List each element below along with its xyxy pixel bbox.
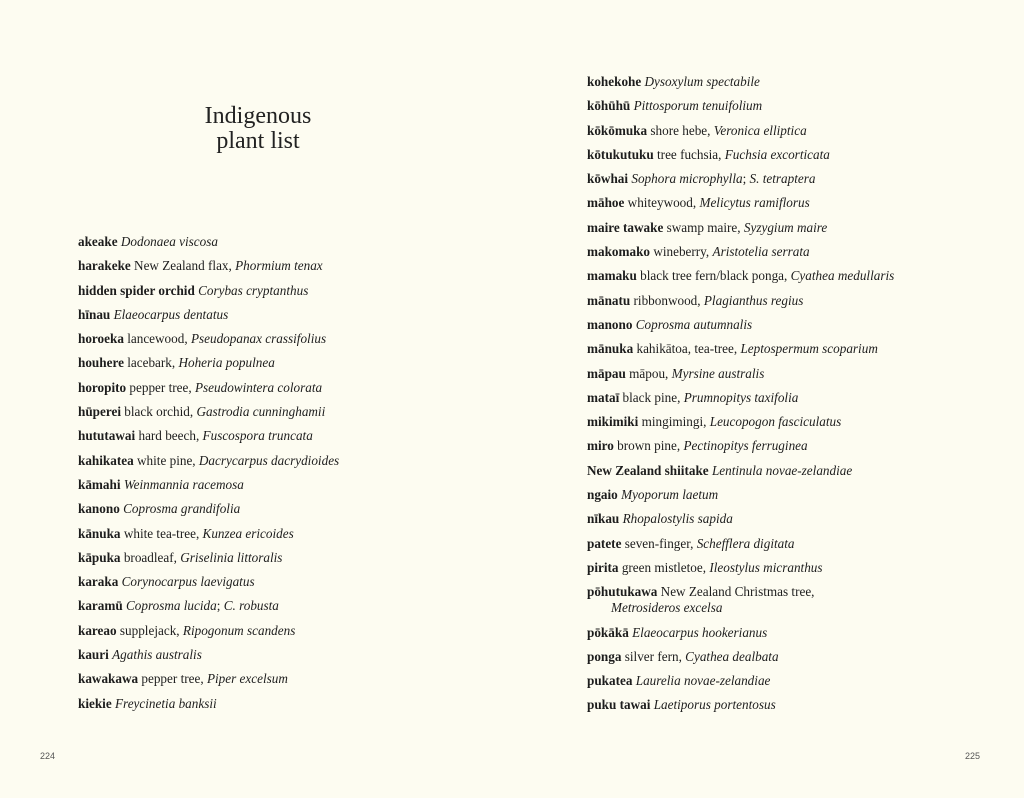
- common-name: ribbonwood,: [633, 292, 701, 308]
- scientific-name: Cyathea dealbata: [685, 648, 779, 664]
- scientific-name: Laetiporus portentosus: [653, 697, 776, 713]
- maori-name: karamū: [78, 598, 123, 614]
- scientific-name: Corynocarpus laevigatus: [121, 574, 255, 590]
- plant-entry: [587, 584, 894, 616]
- plant-entry: [78, 331, 339, 347]
- maori-name: mikimiki: [587, 414, 639, 430]
- scientific-name: Weinmannia racemosa: [123, 476, 244, 492]
- scientific-name: Leptospermum scoparium: [740, 341, 878, 357]
- plant-entry: [78, 404, 339, 420]
- maori-name: kōkōmuka: [587, 122, 648, 138]
- scientific-name-alt: S. tetraptera: [749, 171, 816, 187]
- maori-name: houhere: [78, 355, 124, 371]
- scientific-name: Dodonaea viscosa: [120, 234, 218, 249]
- scientific-name: Syzygium maire: [743, 219, 828, 235]
- maori-name: kānuka: [78, 525, 121, 541]
- common-name: māpou,: [629, 365, 669, 381]
- maori-name: kāmahi: [78, 476, 121, 492]
- common-name: supplejack,: [119, 622, 180, 638]
- separator: ;: [742, 171, 747, 187]
- plant-entry: [78, 453, 339, 469]
- common-name: brown pine,: [617, 438, 681, 454]
- scientific-name: Phormium tenax: [235, 258, 323, 274]
- maori-name: harakeke: [78, 258, 131, 274]
- maori-name: horoeka: [78, 331, 124, 347]
- plant-entry: [587, 463, 894, 479]
- plant-entry: [78, 501, 339, 517]
- scientific-name: Agathis australis: [112, 647, 202, 663]
- scientific-name: Fuscospora truncata: [202, 428, 313, 444]
- scientific-name: Fuchsia excorticata: [724, 146, 830, 162]
- maori-name: kareao: [78, 622, 117, 638]
- plant-entry: [78, 550, 339, 566]
- scientific-name: Pseudowintera colorata: [194, 379, 323, 395]
- scientific-name: Piper excelsum: [206, 671, 288, 687]
- scientific-name: Schefflera digitata: [696, 535, 795, 551]
- maori-name: hidden spider orchid: [78, 282, 195, 298]
- scientific-name: Dysoxylum spectabile: [644, 74, 760, 89]
- plant-entry: [78, 647, 339, 663]
- plant-list-left: [78, 234, 339, 720]
- maori-name: kāpuka: [78, 549, 121, 565]
- maori-name: ngaio: [587, 487, 618, 503]
- plant-entry: [78, 428, 339, 444]
- scientific-name: Pittosporum tenuifolium: [633, 98, 763, 114]
- scientific-name: Sophora microphylla: [631, 171, 743, 187]
- maori-name: New Zealand shiitake: [587, 462, 709, 478]
- maori-name: mānatu: [587, 292, 631, 308]
- maori-name: maire tawake: [587, 219, 664, 235]
- plant-entry: [78, 234, 339, 250]
- plant-entry: [587, 171, 894, 187]
- plant-entry: [587, 74, 894, 90]
- common-name: white tea-tree,: [123, 525, 200, 541]
- common-name: pepper tree,: [141, 671, 204, 687]
- page-number-left: 224: [40, 751, 56, 761]
- plant-entry: [587, 244, 894, 260]
- scientific-name: Coprosma lucida: [126, 598, 217, 614]
- scientific-name: Corybas cryptanthus: [198, 282, 309, 298]
- scientific-name: Rhopalostylis sapida: [622, 511, 733, 527]
- common-name: New Zealand Christmas tree,: [660, 584, 815, 600]
- maori-name: pōkākā: [587, 624, 629, 640]
- scientific-name: Laurelia novae-zelandiae: [635, 673, 771, 689]
- common-name: silver fern,: [624, 648, 682, 664]
- common-name: broadleaf,: [123, 549, 177, 565]
- common-name: lancewood,: [127, 331, 188, 347]
- maori-name: mataī: [587, 389, 620, 405]
- scientific-name: Melicytus ramiflorus: [699, 195, 810, 211]
- plant-entry: [78, 526, 339, 542]
- maori-name: pirita: [587, 559, 619, 575]
- plant-entry: [78, 380, 339, 396]
- maori-name: nīkau: [587, 511, 620, 527]
- title-line-2: plant list: [216, 128, 300, 154]
- plant-entry: [78, 623, 339, 639]
- maori-name: kanono: [78, 501, 120, 517]
- separator: ;: [216, 598, 221, 614]
- scientific-name: Ileostylus micranthus: [709, 559, 823, 575]
- common-name: green mistletoe,: [621, 559, 707, 575]
- common-name: black pine,: [622, 389, 681, 405]
- scientific-name: Plagianthus regius: [703, 292, 804, 308]
- title-line-1: Indigenous: [204, 103, 312, 129]
- plant-entry: [587, 98, 894, 114]
- maori-name: māhoe: [587, 195, 625, 211]
- right-page: [512, 0, 1024, 798]
- common-name: black tree fern/black ponga,: [640, 268, 788, 284]
- common-name: lacebark,: [127, 355, 176, 371]
- plant-entry: [587, 487, 894, 503]
- maori-name: mamaku: [587, 268, 637, 284]
- maori-name: ponga: [587, 648, 622, 664]
- maori-name: kawakawa: [78, 671, 139, 687]
- scientific-name: Aristotelia serrata: [712, 244, 810, 260]
- plant-list-right: [587, 74, 894, 722]
- maori-name: makomako: [587, 244, 651, 260]
- scientific-name: Freycinetia banksii: [115, 695, 217, 711]
- plant-entry: [587, 147, 894, 163]
- common-name: white pine,: [137, 452, 196, 468]
- scientific-name: Gastrodia cunninghamii: [196, 404, 326, 420]
- scientific-name: Elaeocarpus dentatus: [113, 306, 229, 322]
- plant-entry: [587, 341, 894, 357]
- scientific-name: Hoheria populnea: [178, 355, 275, 371]
- scientific-name: Leucopogon fasciculatus: [709, 414, 842, 430]
- maori-name: manono: [587, 316, 633, 332]
- common-name: tree fuchsia,: [657, 146, 722, 162]
- plant-entry: [587, 390, 894, 406]
- scientific-name: Coprosma autumnalis: [635, 316, 753, 332]
- plant-entry: [587, 649, 894, 665]
- plant-entry: [587, 195, 894, 211]
- plant-entry: [587, 317, 894, 333]
- common-name: kahikātoa, tea-tree,: [636, 341, 738, 357]
- plant-entry: [587, 414, 894, 430]
- maori-name: miro: [587, 438, 614, 454]
- common-name: pepper tree,: [129, 379, 192, 395]
- plant-entry: [587, 366, 894, 382]
- plant-entry: [78, 283, 339, 299]
- maori-name: mānuka: [587, 341, 634, 357]
- common-name: seven-finger,: [624, 535, 694, 551]
- maori-name: māpau: [587, 365, 626, 381]
- plant-entry: [587, 123, 894, 139]
- scientific-name: Metrosideros excelsa: [611, 600, 723, 616]
- plant-entry: [78, 696, 339, 712]
- scientific-name: Veronica elliptica: [713, 122, 807, 138]
- plant-entry: [587, 220, 894, 236]
- common-name: New Zealand flax,: [134, 258, 232, 274]
- plant-entry: [587, 536, 894, 552]
- plant-entry: [78, 258, 339, 274]
- scientific-name: Ripogonum scandens: [182, 622, 296, 638]
- plant-entry: [78, 598, 339, 614]
- common-name: hard beech,: [138, 428, 200, 444]
- maori-name: kōhūhū: [587, 98, 631, 114]
- maori-name: hūperei: [78, 404, 121, 420]
- page-number-right: 225: [964, 751, 980, 761]
- maori-name: kahikatea: [78, 452, 134, 468]
- common-name: whiteywood,: [627, 195, 697, 211]
- plant-entry: [587, 268, 894, 284]
- maori-name: hututawai: [78, 428, 136, 444]
- plant-entry: [78, 307, 339, 323]
- maori-name: patete: [587, 535, 622, 551]
- maori-name: horopito: [78, 379, 127, 395]
- maori-name: karaka: [78, 574, 119, 590]
- scientific-name: Griselinia littoralis: [180, 549, 283, 565]
- plant-entry: [587, 560, 894, 576]
- maori-name: kiekie: [78, 695, 112, 711]
- scientific-name: Cyathea medullaris: [790, 268, 895, 284]
- scientific-name: Myoporum laetum: [621, 487, 719, 503]
- scientific-name: Myrsine australis: [671, 365, 765, 381]
- maori-name: puku tawai: [587, 697, 651, 713]
- common-name: shore hebe,: [650, 122, 711, 138]
- common-name: swamp maire,: [666, 219, 741, 235]
- maori-name: pōhutukawa: [587, 584, 658, 600]
- scientific-name: Dacrycarpus dacrydioides: [198, 452, 340, 468]
- maori-name: akeake: [78, 234, 118, 249]
- plant-entry: [587, 293, 894, 309]
- maori-name: kauri: [78, 647, 109, 663]
- plant-entry: [78, 574, 339, 590]
- maori-name: kōtukutuku: [587, 146, 654, 162]
- scientific-name: Kunzea ericoides: [202, 525, 294, 541]
- maori-name: hīnau: [78, 306, 111, 322]
- plant-entry: [587, 511, 894, 527]
- scientific-name-alt: C. robusta: [223, 598, 279, 614]
- scientific-name: Coprosma grandifolia: [123, 501, 241, 517]
- plant-entry: [587, 697, 894, 713]
- scientific-name: Prumnopitys taxifolia: [683, 389, 799, 405]
- scientific-name: Pectinopitys ferruginea: [683, 438, 808, 454]
- plant-entry: [78, 355, 339, 371]
- maori-name: kōwhai: [587, 171, 629, 187]
- plant-entry: [587, 625, 894, 641]
- page-title: [150, 104, 366, 154]
- scientific-name: Lentinula novae-zelandiae: [711, 462, 853, 478]
- plant-entry: [587, 438, 894, 454]
- plant-entry: [78, 477, 339, 493]
- maori-name: pukatea: [587, 673, 633, 689]
- plant-entry: [78, 671, 339, 687]
- common-name: wineberry,: [653, 244, 710, 260]
- plant-entry: [587, 673, 894, 689]
- maori-name: kohekohe: [587, 74, 642, 89]
- common-name: black orchid,: [124, 404, 194, 420]
- scientific-name: Elaeocarpus hookerianus: [632, 624, 768, 640]
- scientific-name: Pseudopanax crassifolius: [190, 331, 327, 347]
- common-name: mingimingi,: [641, 414, 707, 430]
